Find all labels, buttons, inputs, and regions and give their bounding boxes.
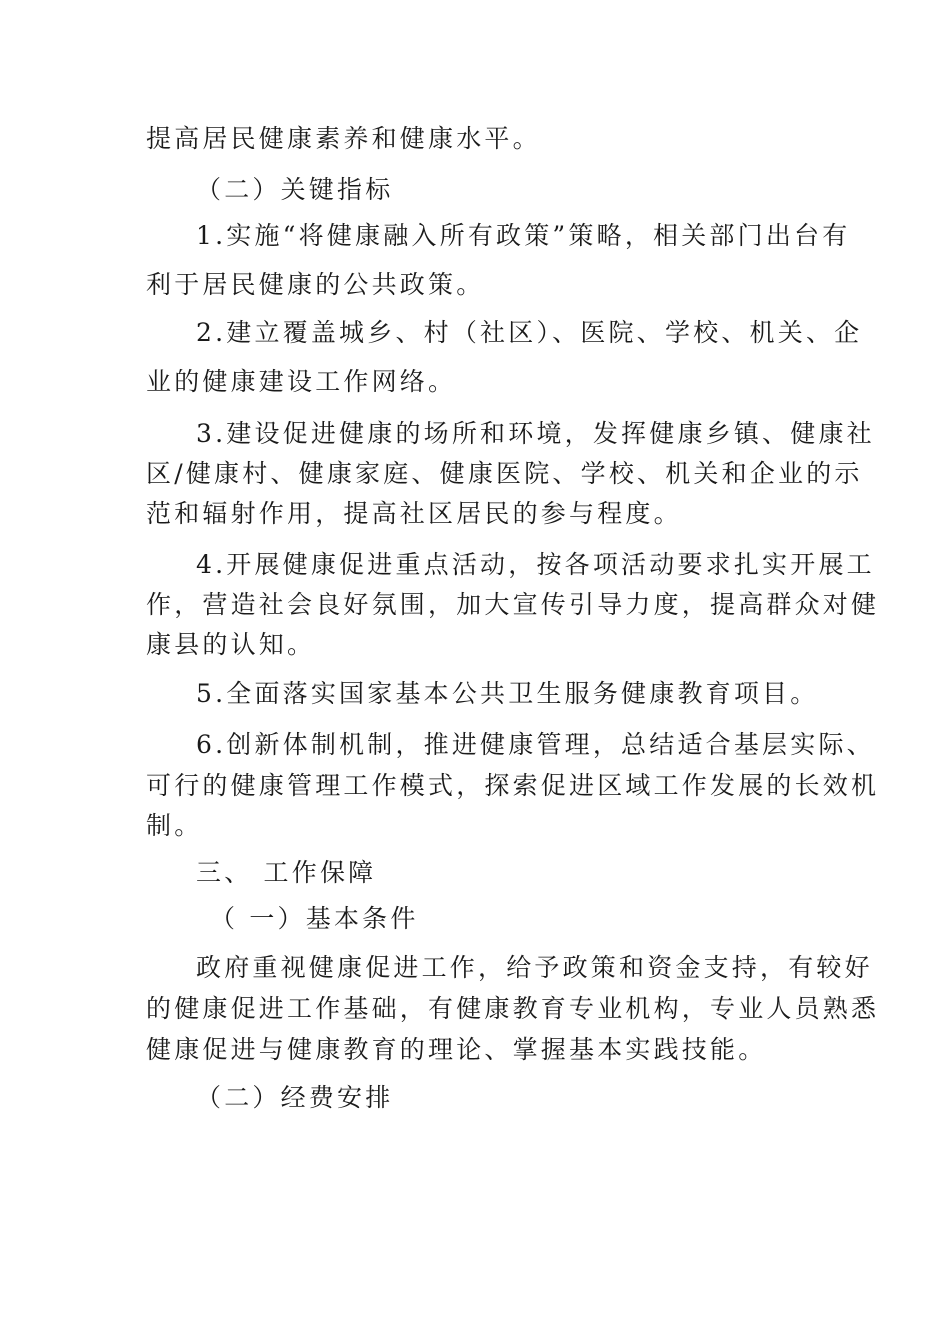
- item-3-line-2: 区/健康村、健康家庭、健康医院、学校、机关和企业的示: [146, 459, 863, 488]
- item-4-line-2: 作，营造社会良好氛围，加大宣传引导力度，提高群众对健: [146, 590, 880, 619]
- item-6-line-3: 制。: [146, 811, 203, 840]
- subsection-heading-basic-conditions: （ 一）基本条件: [210, 904, 419, 933]
- item-1-line-2: 利于居民健康的公共政策。: [146, 270, 485, 299]
- basic-conditions-line-3: 健康促进与健康教育的理论、掌握基本实践技能。: [146, 1035, 767, 1064]
- item-5-line-1: 5.全面落实国家基本公共卫生服务健康教育项目。: [196, 679, 819, 708]
- item-6-line-2: 可行的健康管理工作模式，探索促进区域工作发展的长效机: [146, 771, 880, 800]
- basic-conditions-line-1: 政府重视健康促进工作，给予政策和资金支持，有较好: [196, 953, 873, 982]
- item-3-line-3: 范和辐射作用，提高社区居民的参与程度。: [146, 499, 682, 528]
- item-3-line-1: 3.建设促进健康的场所和环境，发挥健康乡镇、健康社: [196, 419, 875, 448]
- item-1-line-1: 1.实施“将健康融入所有政策”策略，相关部门出台有: [196, 221, 851, 250]
- basic-conditions-line-2: 的健康促进工作基础，有健康教育专业机构，专业人员熟悉: [146, 994, 880, 1023]
- item-4-line-1: 4.开展健康促进重点活动，按各项活动要求扎实开展工: [196, 550, 875, 579]
- intro-line: 提高居民健康素养和健康水平。: [146, 124, 541, 153]
- section-heading-key-indicators: （二）关键指标: [196, 175, 394, 204]
- item-2-line-2: 业的健康建设工作网络。: [146, 367, 457, 396]
- item-2-line-1: 2.建立覆盖城乡、村（社区）、医院、学校、机关、企: [196, 318, 863, 347]
- item-6-line-1: 6.创新体制机制，推进健康管理，总结适合基层实际、: [196, 730, 875, 759]
- item-4-line-3: 康县的认知。: [146, 630, 316, 659]
- section-heading-work-guarantee: 三、 工作保障: [196, 858, 377, 887]
- subsection-heading-funding: （二）经费安排: [196, 1083, 394, 1112]
